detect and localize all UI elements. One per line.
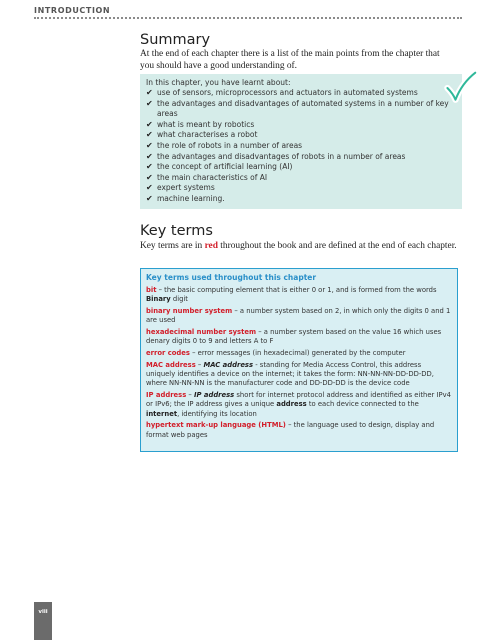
header-dotted-rule bbox=[34, 17, 462, 19]
tick-icon: ✔ bbox=[146, 151, 153, 161]
key-terms-box bbox=[140, 268, 458, 452]
key-term-alt-name: MAC address bbox=[203, 360, 254, 369]
summary-intro-text: At the end of each chapter there is a list of the main points from the chapter that you should have a good understanding of. bbox=[140, 49, 440, 72]
tick-icon: ✔ bbox=[146, 98, 153, 108]
summary-box bbox=[140, 74, 462, 209]
key-term-name: MAC address bbox=[146, 360, 196, 369]
summary-list-item bbox=[146, 99, 456, 120]
key-terms-intro-text bbox=[140, 240, 458, 252]
key-term-text: – the basic computing element that is either 0 or 1, and is formed from the words bbox=[156, 285, 437, 294]
summary-list bbox=[146, 88, 456, 205]
key-term-entry bbox=[146, 307, 452, 326]
summary-list-item bbox=[146, 162, 456, 173]
tick-icon: ✔ bbox=[146, 88, 153, 97]
key-intro-red-word: red bbox=[204, 241, 218, 251]
section-label: INTRODUCTION bbox=[34, 6, 111, 15]
summary-list-item bbox=[146, 152, 456, 163]
key-term-dash: – bbox=[186, 390, 194, 399]
tick-icon: ✔ bbox=[146, 183, 153, 193]
key-term-entry bbox=[146, 391, 452, 419]
key-term-name: error codes bbox=[146, 348, 190, 357]
key-term-name: binary number system bbox=[146, 306, 233, 315]
summary-list-item bbox=[146, 173, 456, 184]
summary-list-item bbox=[146, 141, 456, 152]
key-term-entry bbox=[146, 286, 452, 305]
summary-item-text: what characterises a robot bbox=[157, 130, 258, 140]
key-term-text: – the language used to design, display and format web pages bbox=[146, 421, 435, 439]
key-intro-part: throughout the book and are defined at the end of each chapter. bbox=[217, 241, 457, 251]
page-number-tab bbox=[34, 602, 52, 640]
key-term-text: – error messages (in hexadecimal) generated by the computer bbox=[189, 348, 406, 357]
key-term-entry bbox=[146, 421, 452, 440]
key-term-text: - standing for Media Access Control, this address uniquely identifies a device on the internet; it takes the form: NN-NN-NN-DD-DD-DD, where NN-NN-NN is the manufacturer code and DD-DD-DD is the device code bbox=[146, 360, 434, 388]
key-term-entry bbox=[146, 349, 452, 358]
summary-item-text: the concept of artificial learning (AI) bbox=[157, 162, 293, 172]
summary-list-item bbox=[146, 88, 456, 99]
summary-item-text: the role of robots in a number of areas bbox=[157, 140, 303, 150]
tick-icon: ✔ bbox=[146, 130, 153, 140]
summary-item-text: use of sensors, microprocessors and actuators in automated systems bbox=[157, 88, 418, 97]
summary-item-text: the advantages and disadvantages of robots in a number of areas bbox=[157, 151, 406, 161]
key-term-text: short for internet protocol address and identified as either IPv4 or IPv6; the IP address gives a unique bbox=[146, 390, 451, 409]
key-term-bold: internet bbox=[146, 409, 178, 418]
key-term-text: – a number system based on the value 16 which uses denary digits 0 to 9 and letters A to F bbox=[146, 327, 442, 345]
key-term-bold: address bbox=[276, 400, 307, 409]
key-term-dash: – bbox=[195, 360, 204, 369]
page-number: viii bbox=[38, 609, 48, 615]
summary-list-item bbox=[146, 194, 456, 205]
key-term-name: hypertext mark-up language (HTML) bbox=[146, 421, 286, 430]
key-term-name: hexadecimal number system bbox=[146, 327, 257, 336]
key-term-name: bit bbox=[146, 285, 157, 294]
key-term-bold: Binary bbox=[146, 294, 171, 303]
key-intro-part: Key terms are in bbox=[140, 241, 205, 251]
summary-lead-text: In this chapter, you have learnt about: bbox=[146, 78, 291, 87]
key-terms-heading: Key terms bbox=[140, 223, 213, 239]
key-term-entry bbox=[146, 328, 452, 347]
summary-item-text: expert systems bbox=[157, 183, 215, 193]
summary-item-text: the advantages and disadvantages of automated systems in a number of key areas bbox=[157, 98, 449, 119]
summary-list-item bbox=[146, 120, 456, 131]
summary-heading: Summary bbox=[140, 32, 211, 48]
key-terms-box-title: Key terms used throughout this chapter bbox=[146, 273, 317, 282]
key-term-text: , identifying its location bbox=[177, 409, 257, 418]
tick-icon: ✔ bbox=[146, 119, 153, 129]
summary-item-text: the main characteristics of AI bbox=[157, 172, 268, 182]
tick-icon: ✔ bbox=[146, 162, 153, 172]
summary-list-item bbox=[146, 130, 456, 141]
key-term-entry bbox=[146, 361, 452, 389]
tick-icon: ✔ bbox=[146, 140, 153, 150]
key-term-alt-name: IP address bbox=[193, 390, 235, 399]
tick-icon: ✔ bbox=[146, 193, 153, 203]
summary-item-text: machine learning. bbox=[157, 193, 225, 203]
key-term-text: digit bbox=[170, 294, 188, 303]
key-term-name: IP address bbox=[146, 390, 187, 399]
tick-icon: ✔ bbox=[146, 172, 153, 182]
key-term-text: – a number system based on 2, in which only the digits 0 and 1 are used bbox=[146, 306, 451, 324]
summary-list-item bbox=[146, 183, 456, 194]
summary-item-text: what is meant by robotics bbox=[157, 119, 255, 129]
key-term-text: to each device connected to the bbox=[306, 400, 419, 409]
